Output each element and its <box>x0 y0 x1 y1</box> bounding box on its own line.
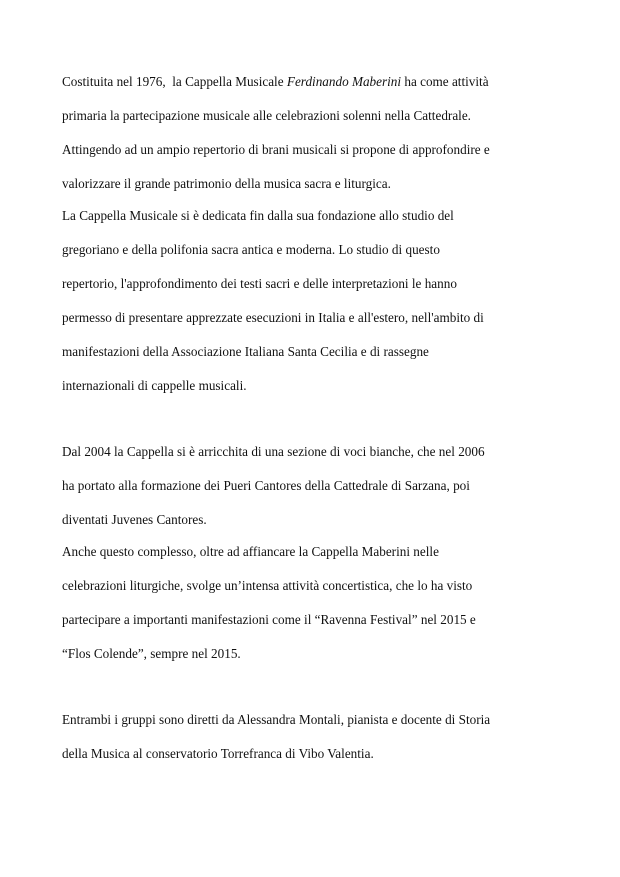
paragraph-line: valorizzare il grande patrimonio della musica sacra e liturgica. <box>62 176 391 191</box>
paragraph-line: Entrambi i gruppi sono diretti da Alessandra Montali, pianista e docente di Storia <box>62 712 491 727</box>
paragraph-line: partecipare a importanti manifestazioni come il “Ravenna Festival” nel 2015 e <box>62 612 476 627</box>
paragraph-line: celebrazioni liturgiche, svolge un’intensa attività concertistica, che lo ha visto <box>62 578 473 593</box>
paragraph-line: diventati Juvenes Cantores. <box>62 512 207 527</box>
paragraph-line: internazionali di cappelle musicali. <box>62 378 247 393</box>
paragraph-line: Anche questo complesso, oltre ad affiancare la Cappella Maberini nelle <box>62 544 439 559</box>
choir-name-italic: Ferdinando Maberini <box>286 74 402 89</box>
paragraph-line: “Flos Colende”, sempre nel 2015. <box>62 646 241 661</box>
paragraph-line: manifestazioni della Associazione Italiana Santa Cecilia e di rassegne <box>62 344 429 359</box>
paragraph-line: primaria la partecipazione musicale alle celebrazioni solenni nella Cattedrale. <box>62 108 471 123</box>
text-run: ha come attività <box>401 74 489 89</box>
paragraph-line: Attingendo ad un ampio repertorio di brani musicali si propone di approfondire e <box>62 142 490 157</box>
paragraph-line: repertorio, l'approfondimento dei testi sacri e delle interpretazioni le hanno <box>62 276 457 291</box>
text-run: Costituita nel 1976, la Cappella Musicale <box>62 74 287 89</box>
paragraph-line: gregoriano e della polifonia sacra antica e moderna. Lo studio di questo <box>62 242 440 257</box>
paragraph-line: permesso di presentare apprezzate esecuzioni in Italia e all'estero, nell'ambito di <box>62 310 484 325</box>
paragraph-line <box>62 74 489 90</box>
paragraph-line: ha portato alla formazione dei Pueri Cantores della Cattedrale di Sarzana, poi <box>62 478 470 493</box>
paragraph-line: La Cappella Musicale si è dedicata fin dalla sua fondazione allo studio del <box>62 208 454 223</box>
paragraph-line: Dal 2004 la Cappella si è arricchita di una sezione di voci bianche, che nel 2006 <box>62 444 485 459</box>
paragraph-line: della Musica al conservatorio Torrefranca di Vibo Valentia. <box>62 746 374 761</box>
